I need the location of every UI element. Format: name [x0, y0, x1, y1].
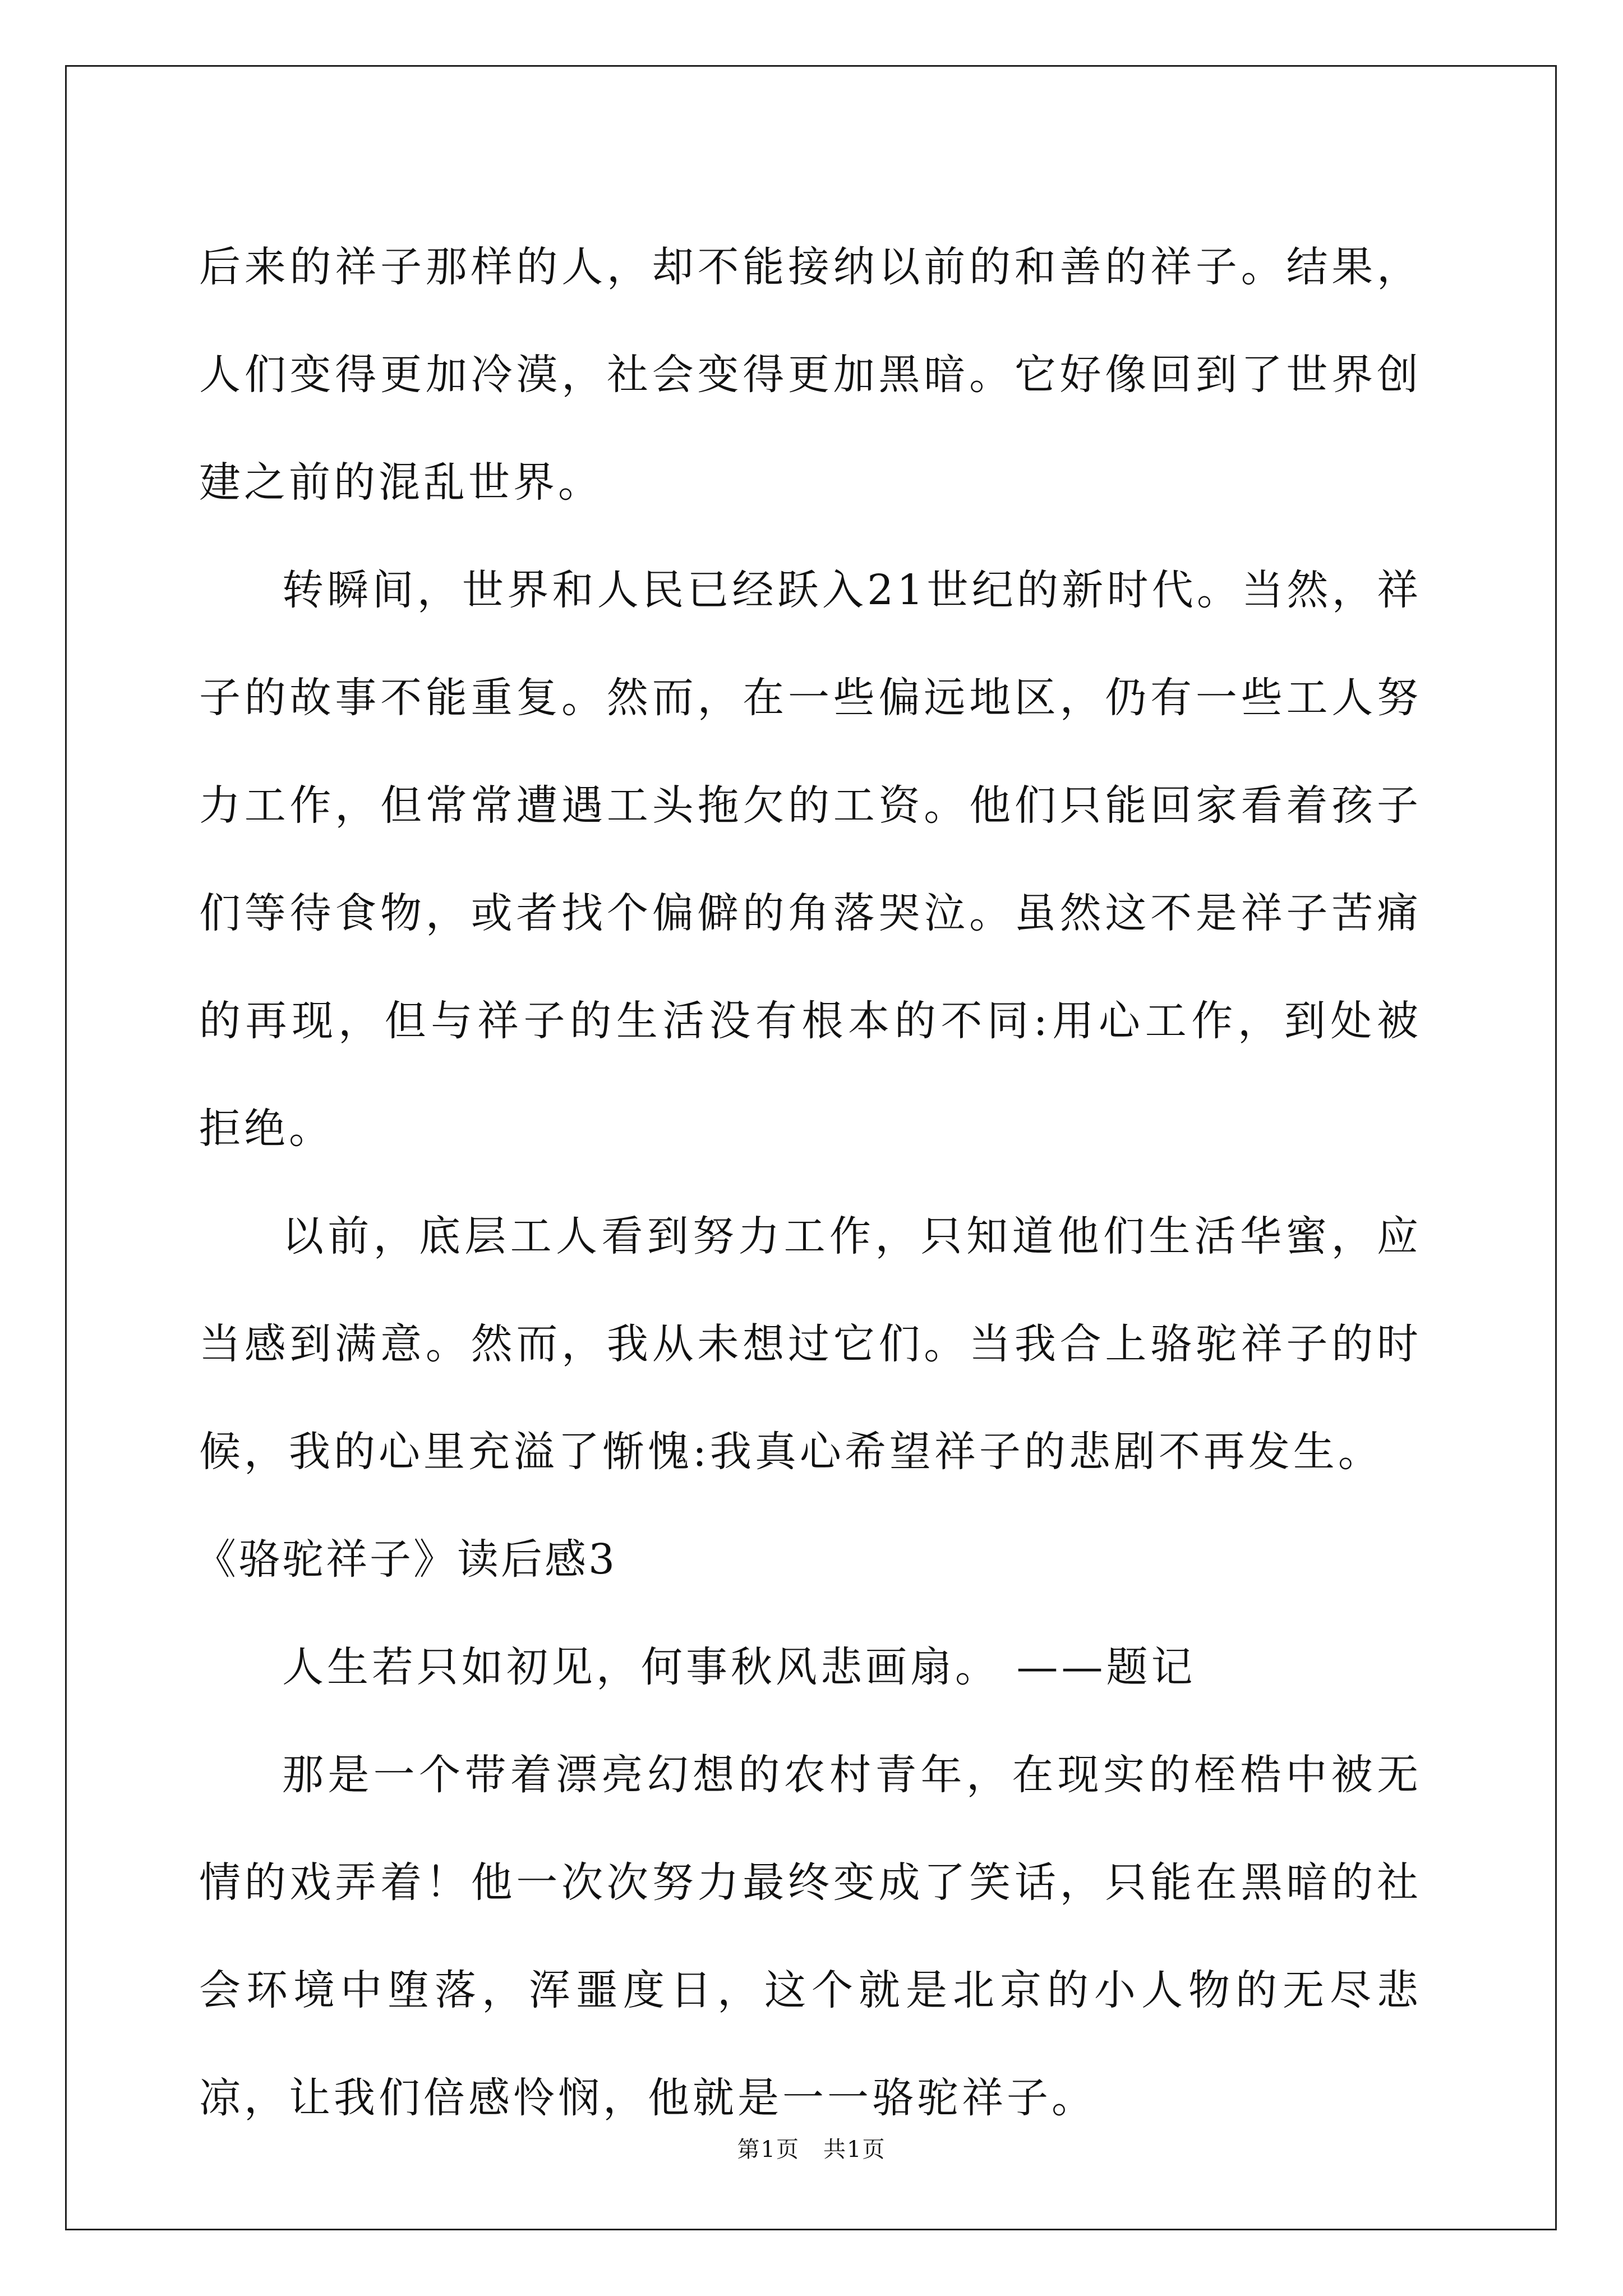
paragraph-5: 那是一个带着漂亮幻想的农村青年，在现实的桎梏中被无情的戏弄着！他一次次努力最终变成了笑话，只能在黑暗的社会环境中堕落，浑噩度日，这个就是北京的小人物的无尽悲凉，让我们倍感怜悯，他就是一一骆驼祥子。 [199, 1751, 1422, 2122]
page-number-footer: 第1页 共1页 [737, 2137, 886, 2162]
paragraph-2: 转瞬间，世界和人民已经跃入21世纪的新时代。当然，祥子的故事不能重复。然而，在一些偏远地区，仍有一些工人努力工作，但常常遭遇工头拖欠的工资。他们只能回家看着孩子们等待食物，或者找个偏僻的角落哭泣。虽然这不是祥子苦痛的再现，但与祥子的生活没有根本的不同:用心工作，到处被拒绝。 [199, 566, 1422, 1153]
document-body [195, 213, 1422, 2152]
paragraph-3: 以前，底层工人看到努力工作，只知道他们生活华蜜，应当感到满意。然而，我从未想过它们。当我合上骆驼祥子的时候，我的心里充溢了惭愧:我真心希望祥子的悲剧不再发生。 [199, 1212, 1422, 1476]
paragraph-epigraph: 人生若只如初见，何事秋风悲画扇。 ——题记 [282, 1643, 1196, 1691]
section-heading: 《骆驼祥子》读后感3 [195, 1535, 617, 1584]
paragraph-1: 后来的祥子那样的人，却不能接纳以前的和善的祥子。结果，人们变得更加冷漠，社会变得更加黑暗。它好像回到了世界创建之前的混乱世界。 [199, 243, 1422, 507]
